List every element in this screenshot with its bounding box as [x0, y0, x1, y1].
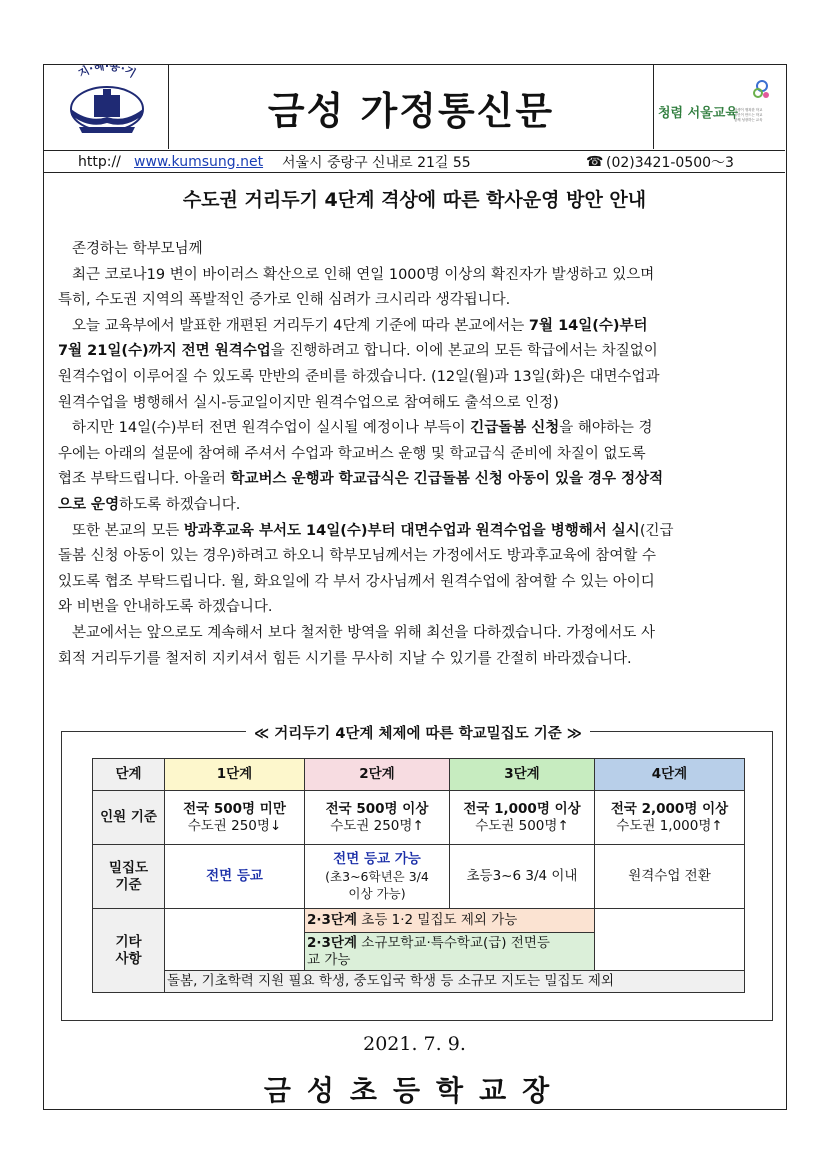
cell-sub: 수도권 1,000명↑ [616, 817, 723, 834]
bold-span: 긴급돌봄 신청 [470, 420, 560, 437]
cell-sub: 수도권 250명↓ [187, 817, 282, 834]
logo-motto: 지·혜·용·기 [76, 65, 138, 81]
principal-signature: 금성초등학교장 [263, 1074, 566, 1107]
text-span: 하도록 하겠습니다. [119, 496, 241, 513]
svg-text:함께 성장하는 교육: 함께 성장하는 교육 [734, 118, 763, 122]
density-table [92, 758, 745, 993]
text-span: 오늘 교육부에서 발표한 개편된 거리두기 4단계 기준에 따라 본교에서는 [72, 317, 529, 334]
density-standard-box [61, 726, 773, 1021]
cell-main: 전국 2,000명 이상 [610, 800, 729, 817]
text-span: 또한 본교의 모든 [72, 522, 184, 539]
paragraph-line [58, 493, 780, 519]
box-caption [62, 722, 774, 743]
empty-cell [165, 909, 305, 971]
table-header-cell: 3단계 [450, 759, 595, 791]
table-cell [450, 791, 595, 845]
cell-sub: 이상 가능) [348, 886, 406, 901]
cell-sub: 수도권 500명↑ [475, 817, 569, 834]
table-header-cell: 단계 [93, 759, 165, 791]
note-cell: 돌봄, 기초학력 지원 필요 학생, 중도입국 학생 등 소규모 지도는 밀집도 제외 [165, 971, 745, 993]
note-cell [305, 933, 595, 971]
phone-number: (02)3421-0500～3 [606, 154, 734, 171]
bold-span: 방과후교육 부서도 14일(수)부터 대면수업과 원격수업을 병행해서 실시 [183, 522, 640, 539]
cell-main: 전면 등교 가능 [333, 851, 421, 867]
table-header-row [93, 759, 745, 791]
school-emblem-icon [44, 65, 169, 149]
paragraph-line: 원격수업을 병행해서 실시-등교일이지만 원격수업으로 참여해도 출석으로 인정) [58, 394, 559, 411]
paragraph-line [58, 339, 780, 365]
issue-date: 2021. 7. 9. [363, 1033, 466, 1055]
title-box [169, 65, 653, 149]
table-header-cell: 2단계 [305, 759, 450, 791]
row-label-line: 기준 [115, 876, 142, 893]
slogan-logo [653, 65, 785, 149]
header [44, 65, 785, 151]
cell-sub: 수도권 250명↑ [330, 817, 424, 834]
row-label-line: 밀집도 [108, 859, 149, 876]
table-row [93, 845, 745, 909]
table-row [93, 791, 745, 845]
paragraph-line [58, 467, 780, 493]
text-span: 하지만 14일(수)부터 전면 원격수업이 실시될 예정이나 부득이 [72, 420, 471, 437]
note-text: 교 가능 [307, 951, 351, 968]
text-span: 협조 부탁드립니다. 아울러 [58, 471, 231, 488]
phone-icon: ☎ [586, 153, 604, 170]
table-cell [305, 845, 450, 909]
cell-main: 전국 500명 미만 [183, 800, 286, 817]
paragraph-line [58, 519, 780, 545]
note-text: 초등 1·2 밀집도 제외 가능 [357, 912, 518, 928]
bold-span: 으로 운영 [58, 496, 120, 513]
seoul-education-icon [654, 65, 786, 149]
svg-text:학생이 행복한 학교: 학생이 행복한 학교 [734, 108, 763, 112]
paragraph-line: 있도록 협조 부탁드립니다. 월, 화요일에 각 부서 강사님께서 원격수업에 참여할 수 있는 아이디 [58, 573, 655, 590]
bold-span: 학교버스 운행과 학교급식은 긴급돌봄 신청 아동이 있을 경우 정상적 [230, 471, 664, 488]
table-cell [305, 791, 450, 845]
page-title: 금성 가정통신문 [267, 87, 555, 133]
paragraph-line: 원격수업이 이루어질 수 있도록 만반의 준비를 하겠습니다. (12일(월)과 13일(화)은 대면수업과 [58, 368, 660, 385]
paragraph-line: 본교에서는 앞으로도 계속해서 보다 철저한 방역을 위해 최선을 다하겠습니다. 가정에서도 사 [72, 624, 655, 641]
note-cell [305, 909, 595, 933]
text-span: 을 진행하려고 합니다. 이에 본교의 모든 학급에서는 차질없이 [270, 343, 658, 360]
row-label-line: 기타 [115, 933, 142, 950]
notice-frame [43, 64, 787, 1110]
empty-cell [595, 909, 745, 971]
slogan-text: 청렴 서울교육 [658, 106, 738, 121]
box-caption-text: ≪ 거리두기 4단계 체제에 따른 학교밀집도 기준 ≫ [246, 726, 590, 742]
paragraph-line [58, 314, 780, 340]
note-text: 소규모학교·특수학교(급) 전면등 [357, 934, 550, 951]
table-cell: 전면 등교 [165, 845, 305, 909]
table-header-cell: 4단계 [595, 759, 745, 791]
table-cell: 초등3~6 3/4 이내 [450, 845, 595, 909]
svg-text:시민이 만드는 학교: 시민이 만드는 학교 [734, 113, 763, 117]
row-label [93, 909, 165, 993]
paragraph-line: 우에는 아래의 설문에 참여해 주셔서 수업과 학교버스 운행 및 학교급식 준비에 차질이 없도록 [58, 445, 646, 462]
paragraph-line: 회적 거리두기를 철저히 지키셔서 힘든 시기를 무사히 지날 수 있기를 간절히 바라겠습니다. [58, 650, 632, 667]
bold-span: 7월 14일(수)부터 [528, 317, 648, 334]
row-label-line: 사항 [115, 950, 142, 967]
row-label [93, 845, 165, 909]
paragraph-line [58, 416, 780, 442]
letter-body [58, 237, 780, 672]
note-bold: 2·3단계 [307, 934, 357, 951]
table-cell [165, 791, 305, 845]
paragraph-line: 특히, 수도권 지역의 폭발적인 증가로 인해 심려가 크시리라 생각됩니다. [58, 292, 511, 309]
table-row [93, 909, 745, 933]
paragraph-line: 돌봄 신청 아동이 있는 경우)하려고 하오니 학부모님께서는 가정에서도 방과후교육에 참여할 수 [58, 548, 657, 565]
row-label: 인원 기준 [93, 791, 165, 845]
note-bold: 2·3단계 [307, 912, 357, 928]
contact-bar [44, 151, 785, 173]
table-cell: 원격수업 전환 [595, 845, 745, 909]
cell-main: 전국 1,000명 이상 [463, 800, 581, 817]
cell-main: 전국 500명 이상 [325, 800, 429, 817]
text-span: (긴급 [639, 522, 674, 539]
school-address: 서울시 중랑구 신내로 21길 55 [282, 154, 471, 171]
website-link[interactable]: www.kumsung.net [134, 153, 264, 170]
school-logo [44, 65, 169, 149]
http-label: http:// [78, 153, 121, 170]
table-cell [595, 791, 745, 845]
table-header-cell: 1단계 [165, 759, 305, 791]
greeting: 존경하는 학부모님께 [72, 241, 203, 257]
bold-span: 7월 21일(수)까지 전면 원격수업 [58, 343, 271, 360]
paragraph-line: 최근 코로나19 변이 바이러스 확산으로 인해 연일 1000명 이상의 확진자가 발생하고 있으며 [72, 266, 655, 283]
cell-sub: (초3~6학년은 3/4 [325, 869, 429, 884]
svg-text:지·혜·용·기 [76, 65, 139, 80]
text-span: 을 해야하는 경 [559, 420, 653, 437]
table-row [93, 971, 745, 993]
paragraph-line: 와 비번을 안내하도록 하겠습니다. [58, 599, 273, 616]
document-title: 수도권 거리두기 4단계 격상에 따른 학사운영 방안 안내 [182, 189, 647, 211]
